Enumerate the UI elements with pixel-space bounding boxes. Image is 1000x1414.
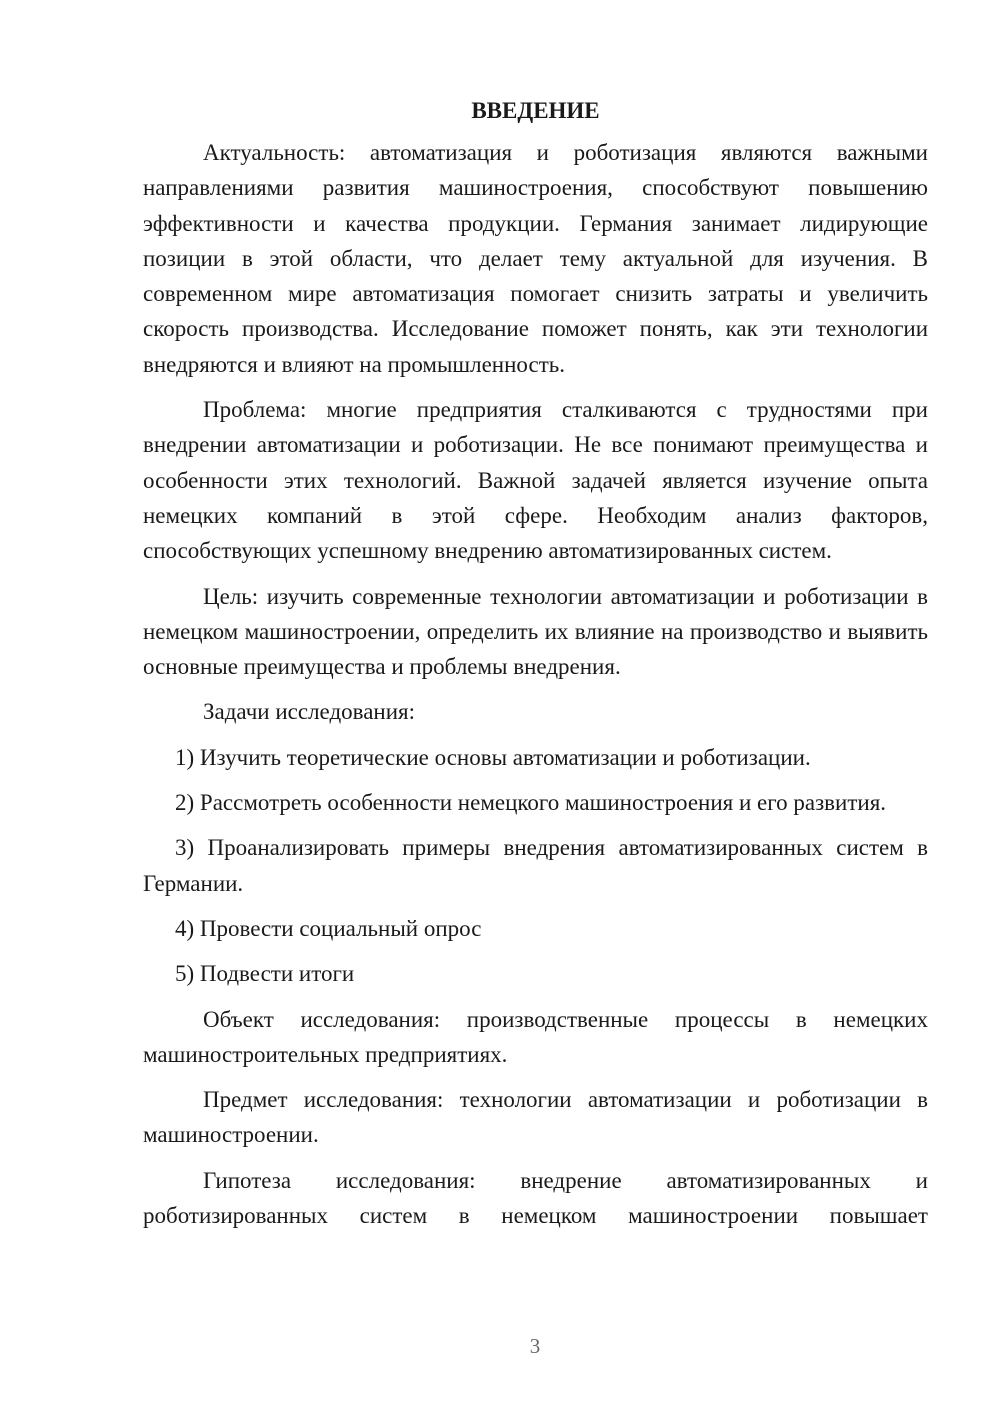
page-number: 3 bbox=[529, 1334, 541, 1358]
paragraph-problem: Проблема: многие предприятия сталкиваются с трудностями при внедрении автоматизации и роботизации. Не все понимают преимущества и особенности этих технологий. Важной задачей является изучение опыта немецких компаний в этой сфере. Необходим анализ факторов, способствующих успешному внедрению автоматизированных систем. bbox=[143, 397, 928, 564]
page-title: ВВЕДЕНИЕ bbox=[471, 98, 600, 123]
task-item: 2) Рассмотреть особенности немецкого машиностроения и его развития. bbox=[175, 790, 887, 816]
task-item: 4) Провести социальный опрос bbox=[175, 915, 482, 941]
task-item: 1) Изучить теоретические основы автоматизации и роботизации. bbox=[175, 744, 811, 770]
paragraph-hypothesis: Гипотеза исследования: внедрение автоматизированных и роботизированных систем в немецком машиностроении повышает bbox=[143, 1167, 928, 1229]
paragraph-subject: Предмет исследования: технологии автоматизации и роботизации в машиностроении. bbox=[143, 1087, 928, 1148]
tasks-heading: Задачи исследования: bbox=[203, 699, 416, 725]
page-content bbox=[143, 93, 928, 1243]
paragraph-goal: Цель: изучить современные технологии автоматизации и роботизации в немецком машиностроении, определить их влияние на производство и выявить основные преимущества и проблемы внедрения. bbox=[143, 583, 928, 680]
task-item: 3) Проанализировать примеры внедрения автоматизированных систем в Германии. bbox=[143, 835, 928, 896]
paragraph-object: Объект исследования: производственные процессы в немецких машиностроительных предприятиях. bbox=[143, 1006, 928, 1067]
task-item: 5) Подвести итоги bbox=[175, 961, 355, 987]
paragraph-relevance: Актуальность: автоматизация и роботизация являются важными направлениями развития машиностроения, способствуют повышению эффективности и качества продукции. Германия занимает лидирующие позиции в этой области, что делает тему актуальной для изучения. В современном мире автоматизация помогает снизить затраты и увеличить скорость производства. Исследование поможет понять, как эти технологии внедряются и влияют на промышленность. bbox=[143, 140, 928, 377]
